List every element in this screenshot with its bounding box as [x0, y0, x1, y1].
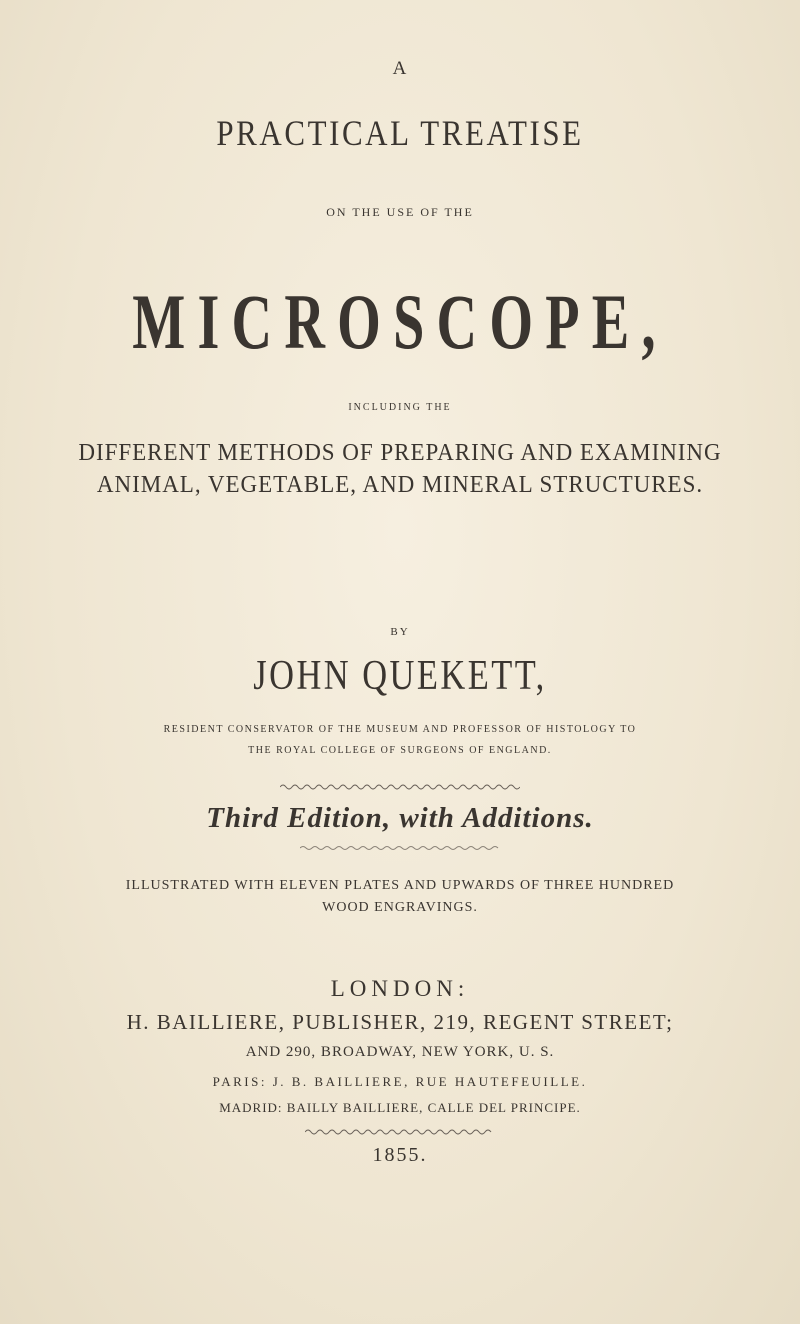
title-article: A — [392, 58, 408, 79]
publisher-line: H. BAILLIERE, PUBLISHER, 219, REGENT STREET; — [126, 1010, 674, 1034]
edition-statement: Third Edition, with Additions. — [206, 802, 594, 834]
imprint-wavy-rule — [305, 1128, 495, 1136]
book-subtitle: ON THE USE OF THE — [326, 205, 474, 219]
top-wavy-rule — [280, 783, 520, 791]
publication-year: 1855. — [372, 1144, 428, 1166]
author-title-line-2: THE ROYAL COLLEGE OF SURGEONS OF ENGLAND. — [248, 745, 552, 756]
description-line-2: ANIMAL, VEGETABLE, AND MINERAL STRUCTURES. — [96, 472, 704, 498]
description-line-1: DIFFERENT METHODS OF PREPARING AND EXAMINING — [78, 440, 722, 466]
new-york-line: AND 290, BROADWAY, NEW YORK, U. S. — [245, 1044, 555, 1060]
madrid-line: MADRID: BAILLY BAILLIERE, CALLE DEL PRINCIPE. — [219, 1100, 581, 1115]
illustrated-line-2: WOOD ENGRAVINGS. — [322, 900, 478, 915]
author-name: JOHN QUEKETT, — [253, 653, 547, 699]
main-title-word: MICROSCOPE, — [132, 278, 668, 365]
author-title-line-1: RESIDENT CONSERVATOR OF THE MUSEUM AND PROFESSOR OF HISTOLOGY TO — [163, 724, 637, 735]
bottom-wavy-rule — [300, 844, 500, 852]
including-text: INCLUDING THE — [348, 402, 452, 413]
illustrated-line-1: ILLUSTRATED WITH ELEVEN PLATES AND UPWARDS OF THREE HUNDRED — [125, 878, 675, 893]
book-title: PRACTICAL TREATISE — [216, 113, 584, 153]
imprint-city: LONDON: — [330, 976, 470, 1001]
by-text: BY — [390, 626, 410, 638]
paris-line: PARIS: J. B. BAILLIERE, RUE HAUTEFEUILLE. — [212, 1074, 588, 1089]
